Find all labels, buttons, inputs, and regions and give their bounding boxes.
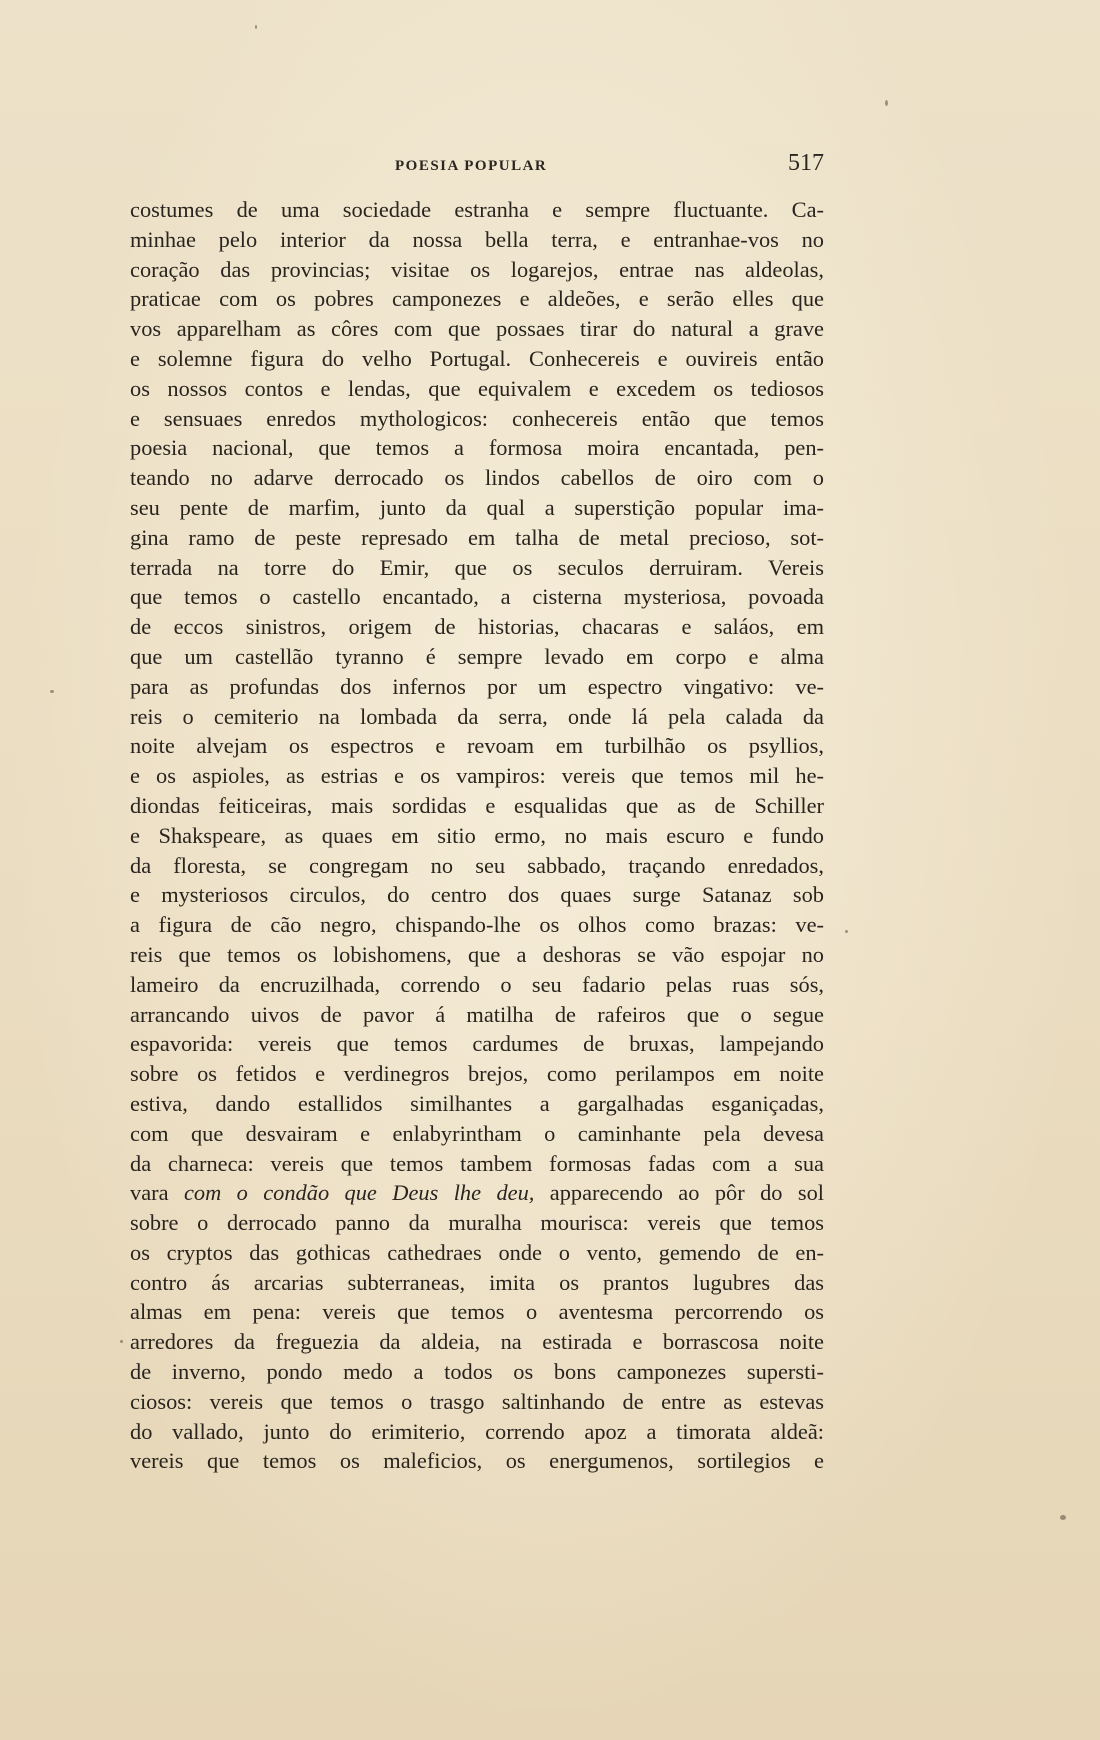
text-line: e mysteriosos circulos, do centro dos quaes surge Satanaz sob <box>130 882 824 908</box>
text-line: contro ás arcarias subterraneas, imita os prantos lugubres das <box>130 1269 824 1295</box>
body-text <box>130 195 824 1476</box>
text-line: espavorida: vereis que temos cardumes de bruxas, lampejando <box>130 1031 824 1057</box>
text-line: de eccos sinistros, origem de historias, chacaras e saláos, em <box>130 614 824 640</box>
text-line: sobre o derrocado panno da muralha mourisca: vereis que temos <box>130 1210 824 1236</box>
text-line: ciosos: vereis que temos o trasgo saltinhando de entre as estevas <box>130 1388 824 1414</box>
text-line: de inverno, pondo medo a todos os bons camponezes supersti- <box>130 1359 824 1385</box>
text-fragment: vara <box>130 1180 184 1206</box>
text-line: do vallado, junto do erimiterio, correndo apoz a timorata aldeã: <box>130 1418 824 1444</box>
text-line: da charneca: vereis que temos tambem formosas fadas com a sua <box>130 1150 824 1176</box>
text-line-with-italic <box>130 1178 824 1208</box>
text-line: minhae pelo interior da nossa bella terra, e entranhae-vos no <box>130 226 824 252</box>
text-line: lameiro da encruzilhada, correndo o seu fadario pelas ruas sós, <box>130 971 824 997</box>
text-line: vos apparelham as côres com que possaes tirar do natural a grave <box>130 316 824 342</box>
paper-speck <box>255 25 257 29</box>
running-head-title: POESIA POPULAR <box>395 158 548 174</box>
paper-speck <box>50 690 54 693</box>
italic-phrase: com o condão que Deus lhe deu, <box>183 1180 535 1206</box>
text-line: praticae com os pobres camponezes e aldeões, e serão elles que <box>130 286 824 312</box>
text-line: reis o cemiterio na lombada da serra, onde lá pela calada da <box>130 703 824 729</box>
text-line: arrancando uivos de pavor á matilha de rafeiros que o segue <box>130 1001 824 1027</box>
text-line: poesia nacional, que temos a formosa moira encantada, pen- <box>130 435 824 461</box>
text-line: reis que temos os lobishomens, que a deshoras se vão espojar no <box>130 941 824 967</box>
text-line: sobre os fetidos e verdinegros brejos, como perilampos em noite <box>130 1061 824 1087</box>
text-line: os nossos contos e lendas, que equivalem e excedem os tediosos <box>130 375 824 401</box>
text-line: e Shakspeare, as quaes em sitio ermo, no mais escuro e fundo <box>130 822 824 848</box>
text-line: teando no adarve derrocado os lindos cabellos de oiro com o <box>130 465 824 491</box>
text-line: gina ramo de peste represado em talha de metal precioso, sot- <box>130 524 824 550</box>
text-line: noite alvejam os espectros e revoam em turbilhão os psyllios, <box>130 733 824 759</box>
text-line: estiva, dando estallidos similhantes a gargalhadas esganiçadas, <box>130 1090 824 1116</box>
text-line: coração das provincias; visitae os logarejos, entrae nas aldeolas, <box>130 256 824 282</box>
text-fragment: apparecendo ao pôr do sol <box>534 1180 824 1206</box>
text-line: seu pente de marfim, junto da qual a superstição popular ima- <box>130 494 824 520</box>
text-line: que um castellão tyranno é sempre levado em corpo e alma <box>130 643 824 669</box>
text-line: da floresta, se congregam no seu sabbado, traçando enredados, <box>130 852 824 878</box>
text-line: e solemne figura do velho Portugal. Conhecereis e ouvireis então <box>130 345 824 371</box>
text-line: que temos o castello encantado, a cisterna mysteriosa, povoada <box>130 584 824 610</box>
running-head <box>130 150 824 180</box>
paper-speck <box>845 930 848 933</box>
text-line: para as profundas dos infernos por um espectro vingativo: ve- <box>130 673 824 699</box>
text-line: com que desvairam e enlabyrintham o caminhante pela devesa <box>130 1120 824 1146</box>
text-line: vereis que temos os maleficios, os energumenos, sortilegios e <box>130 1448 824 1474</box>
text-line: arredores da freguezia da aldeia, na estirada e borrascosa noite <box>130 1329 824 1355</box>
paper-speck <box>1060 1515 1066 1520</box>
paper-speck <box>885 100 888 106</box>
text-line: terrada na torre do Emir, que os seculos derruiram. Vereis <box>130 554 824 580</box>
paper-speck <box>120 1340 123 1343</box>
text-line: almas em pena: vereis que temos o aventesma percorrendo os <box>130 1299 824 1325</box>
text-line: diondas feiticeiras, mais sordidas e esqualidas que as de Schiller <box>130 792 824 818</box>
text-line: e os aspioles, as estrias e os vampiros: vereis que temos mil he- <box>130 763 824 789</box>
page-number: 517 <box>788 150 824 176</box>
text-line: a figura de cão negro, chispando-lhe os olhos como brazas: ve- <box>130 912 824 938</box>
text-line: costumes de uma sociedade estranha e sempre fluctuante. Ca- <box>130 197 824 222</box>
text-line: e sensuaes enredos mythologicos: conhecereis então que temos <box>130 405 824 431</box>
text-line: os cryptos das gothicas cathedraes onde o vento, gemendo de en- <box>130 1239 824 1265</box>
